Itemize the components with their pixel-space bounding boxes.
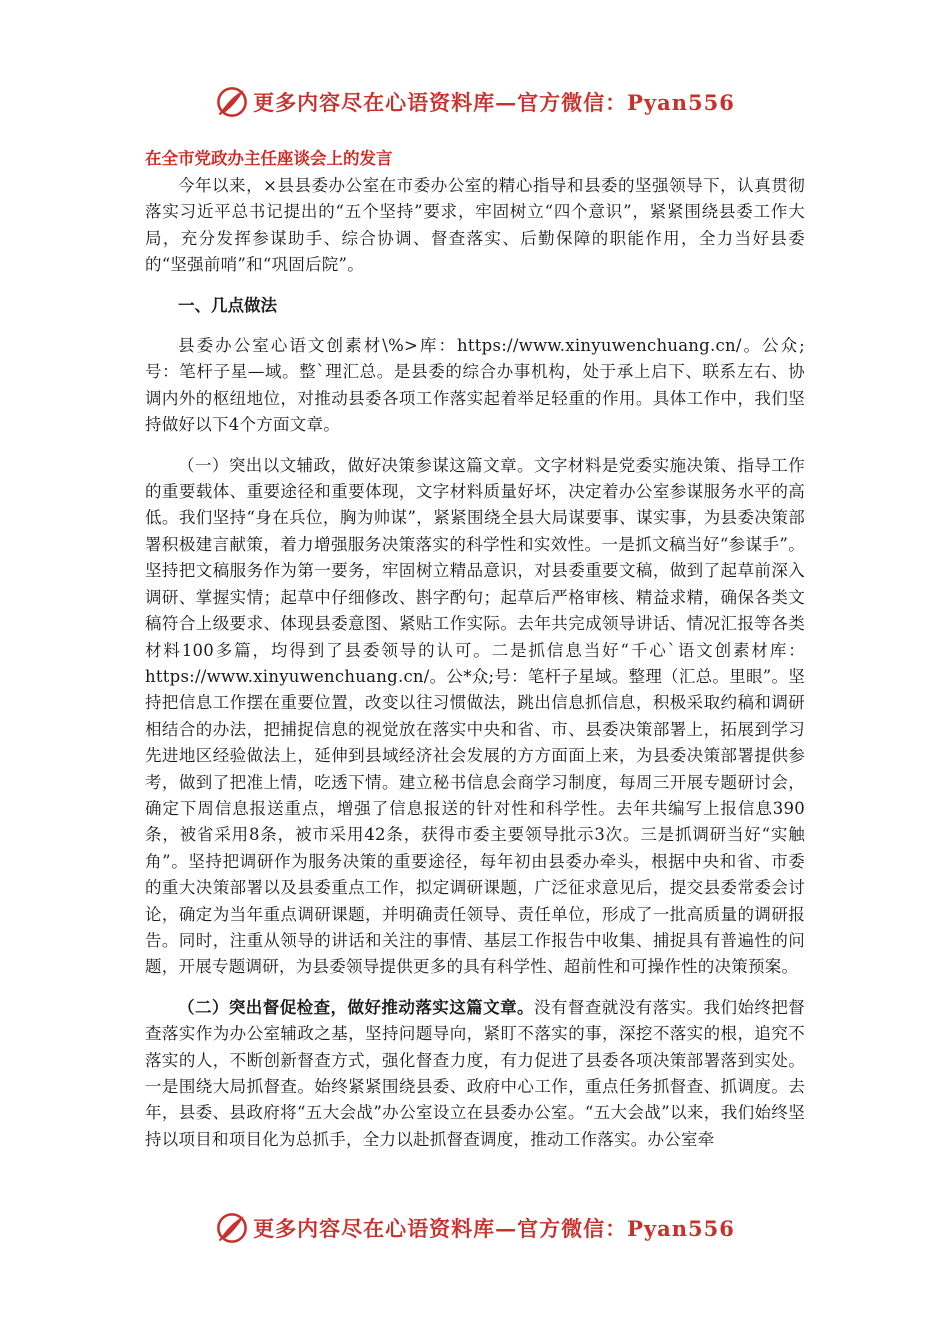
paragraph-two	[145, 995, 805, 1153]
header-banner	[0, 82, 950, 122]
intro-paragraph: 今年以来，×县县委办公室在市委办公室的精心指导和县委的坚强领导下，认真贯彻落实习近平总书记提出的“五个坚持”要求，牢固树立“四个意识”，紧紧围绕县委工作大局，充分发挥参谋助手、综合协调、督查落实、后勤保障的职能作用，全力当好县委的“坚强前哨”和“巩固后院”。	[145, 176, 805, 275]
overview-paragraph: 县委办公室心语文创素材\%>库：https://www.xinyuwenchuang.cn/。公众;号：笔杆子星—域。整`理汇总。是县委的综合办事机构，处于承上启下、联系左右、协调内外的枢纽地位，对推动县委各项工作落实起着举足轻重的作用。具体工作中，我们坚持做好以下4个方面文章。	[145, 336, 805, 435]
paragraph-one: （一）突出以文辅政，做好决策参谋这篇文章。文字材料是党委实施决策、指导工作的重要载体、重要途径和重要体现，文字材料质量好坏，决定着办公室参谋服务水平的高低。我们坚持“身在兵位，胸为帅谋”，紧紧围绕全县大局谋要事、谋实事，为县委决策部署积极建言献策，着力增强服务决策落实的科学性和实效性。一是抓文稿当好“参谋手”。坚持把文稿服务作为第一要务，牢固树立精品意识，对县委重要文稿，做到了起草前深入调研、掌握实情；起草中仔细修改、斟字酌句；起草后严格审核、精益求精，确保各类文稿符合上级要求、体现县委意图、紧贴工作实际。去年共完成领导讲话、情况汇报等各类材料100多篇，均得到了县委领导的认可。二是抓信息当好“千心`语文创素材库：https://www.xinyuwenchuang.cn/。公*众;号：笔杆子星域。整理（汇总。里眼”。坚持把信息工作摆在重要位置，改变以往习惯做法，跳出信息抓信息，积极采取约稿和调研相结合的办法，把捕捉信息的视觉放在落实中央和省、市、县委决策部署上，拓展到学习先进地区经验做法上，延伸到县域经济社会发展的方方面面上来，为县委决策部署提供参考，做到了把准上情，吃透下情。建立秘书信息会商学习制度，每周三开展专题研讨会，确定下周信息报送重点，增强了信息报送的针对性和科学性。去年共编写上报信息390条，被省采用8条，被市采用42条，获得市委主要领导批示3次。三是抓调研当好“实触角”。坚持把调研作为服务决策的重要途径，每年初由县委办牵头，根据中央和省、市委的重大决策部署以及县委重点工作，拟定调研课题，广泛征求意见后，提交县委常委会讨论，确定为当年重点调研课题，并明确责任领导、责任单位，形成了一批高质量的调研报告。同时，注重从领导的讲话和关注的事情、基层工作报告中收集、捕捉具有普遍性的问题，开展专题调研，为县委领导提供更多的具有科学性、超前性和可操作性的决策预案。	[145, 455, 805, 977]
section-heading: 一、几点做法	[178, 295, 277, 315]
paragraph-two-body: 没有督查就没有落实。我们始终把督查落实作为办公室辅政之基，坚持问题导向，紧盯不落实的事，深挖不落实的根，追究不落实的人，不断创新督查方式，强化督查力度，有力促进了县委各项决策部署落到实处。一是围绕大局抓督查。始终紧紧围绕县委、政府中心工作，重点任务抓督查、抓调度。去年，县委、县政府将“五大会战”办公室设立在县委办公室。“五大会战”以来，我们始终坚持以项目和项目化为总抓手，全力以赴抓督查调度，推动工作落实。办公室牵	[145, 997, 806, 1149]
banner-text: 更多内容尽在心语资料库—官方微信：Pyan556	[253, 1216, 735, 1241]
pen-nib-logo-icon	[215, 1211, 249, 1245]
document-title: 在全市党政办主任座谈会上的发言	[145, 149, 393, 168]
footer-banner	[0, 1208, 950, 1248]
document-body	[145, 146, 805, 1153]
pen-nib-logo-icon	[215, 85, 249, 119]
paragraph-two-lead: （二）突出督促检查，做好推动落实这篇文章。	[178, 997, 534, 1017]
banner-text: 更多内容尽在心语资料库—官方微信：Pyan556	[253, 90, 735, 115]
